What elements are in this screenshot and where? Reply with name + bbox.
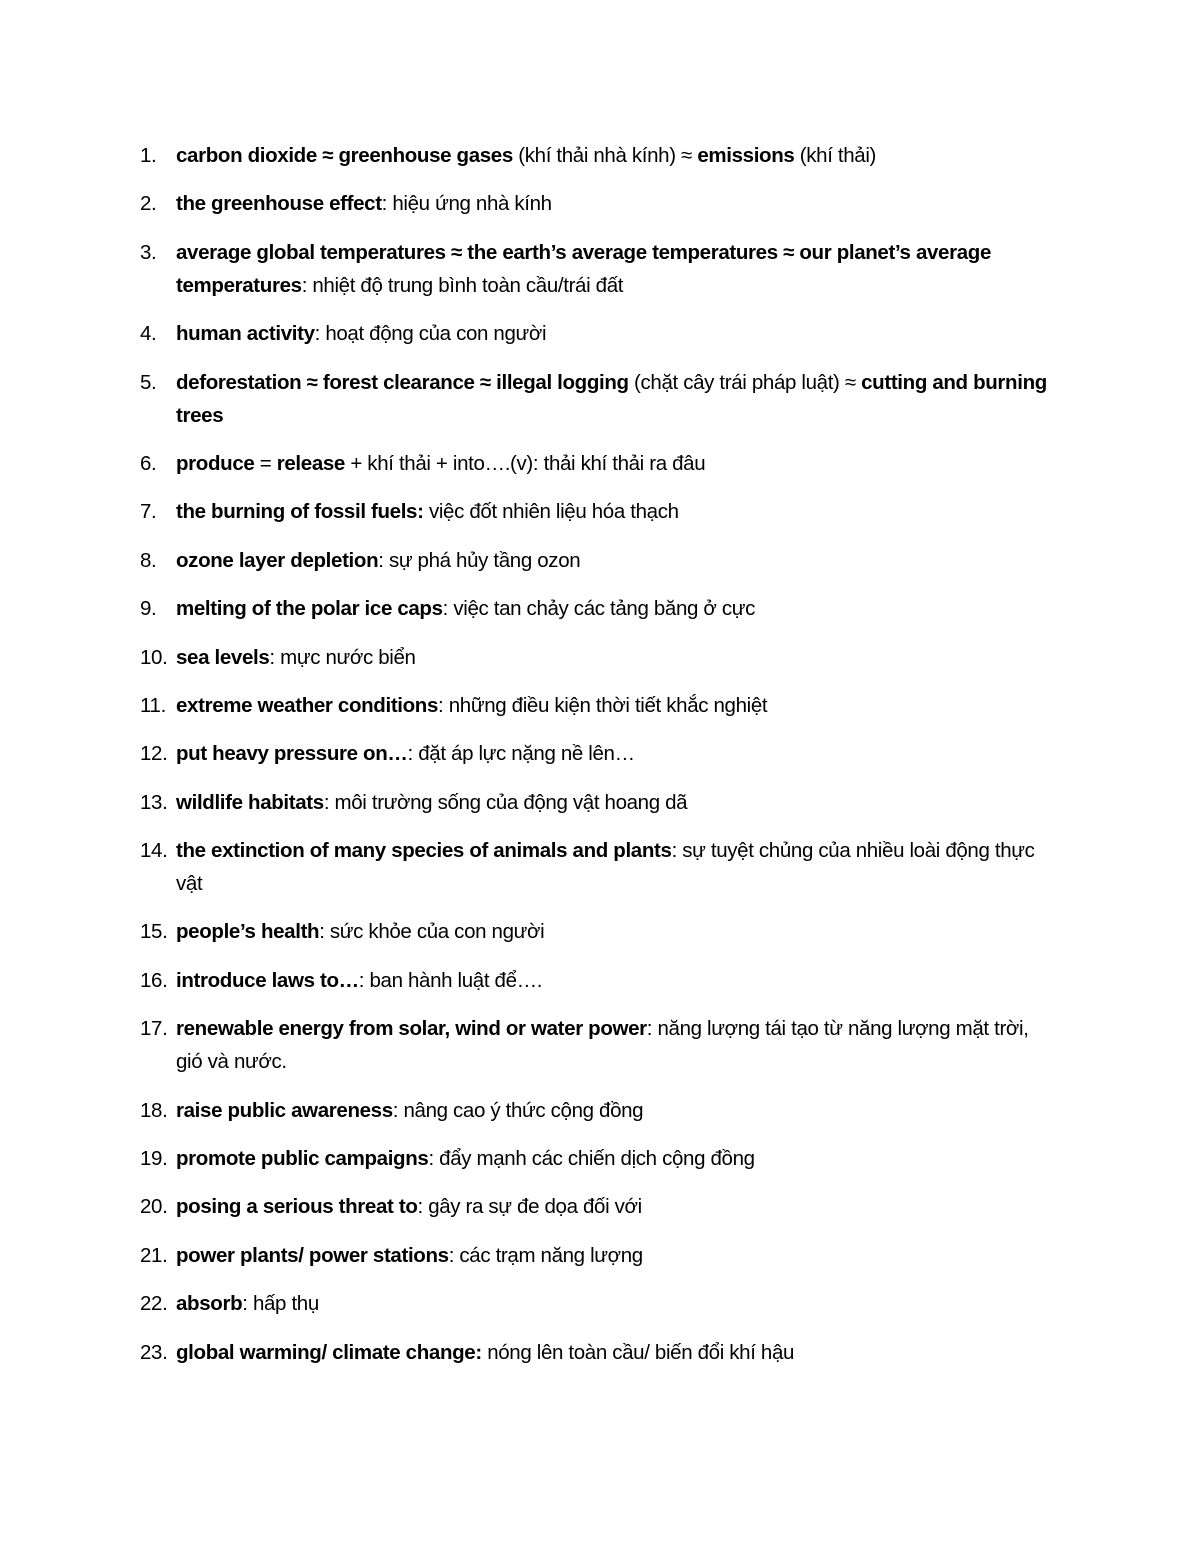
vocab-term: ozone layer depletion	[176, 548, 379, 572]
vocab-term: melting of the polar ice caps	[176, 597, 443, 621]
vocab-term: power plants/ power stations	[176, 1243, 449, 1267]
vocab-term: average global temperatures ≈ the earth’s average temperatures ≈ our planet’s average temperatures	[176, 240, 991, 297]
list-item-text	[176, 241, 991, 297]
list-item	[140, 495, 1060, 528]
list-item	[140, 236, 1060, 302]
vocab-definition: : những điều kiện thời tiết khắc nghiệt	[438, 693, 768, 717]
list-item-text	[176, 1147, 755, 1170]
vocab-definition: : ban hành luật để….	[358, 968, 543, 992]
list-item-text	[176, 597, 755, 620]
list-item-text	[176, 1017, 1029, 1073]
list-item-number: 10.	[140, 645, 168, 669]
vocab-definition: : sự phá hủy tầng ozon	[378, 548, 581, 572]
list-item	[140, 139, 1060, 172]
vocab-definition: =	[254, 451, 277, 475]
list-item-number: 1.	[140, 144, 157, 167]
vocab-definition: : môi trường sống của động vật hoang dã	[323, 790, 688, 814]
list-item	[140, 1287, 1060, 1320]
vocab-definition: nóng lên toàn cầu/ biến đổi khí hậu	[481, 1340, 795, 1364]
list-item	[140, 1142, 1060, 1175]
vocab-definition: (khí thải nhà kính) ≈	[512, 144, 698, 167]
vocab-definition: : đặt áp lực nặng nề lên…	[407, 742, 635, 766]
list-item-text	[176, 500, 679, 523]
vocab-definition: + khí thải + into….(v): thải khí thải ra đâu	[344, 451, 706, 475]
vocab-definition: : hoạt động của con người	[314, 322, 547, 346]
list-item-number: 2.	[140, 192, 157, 216]
vocab-term: put heavy pressure on…	[176, 742, 408, 766]
vocabulary-list	[140, 139, 1060, 1384]
list-item-text	[176, 144, 876, 167]
list-item-number: 5.	[140, 370, 157, 394]
list-item	[140, 641, 1060, 674]
list-item	[140, 1190, 1060, 1223]
vocab-term: sea levels	[176, 645, 270, 669]
vocab-definition: : năng lượng tái tạo từ năng lượng mặt trời, gió và nước.	[176, 1017, 1029, 1074]
list-item-number: 22.	[140, 1292, 168, 1316]
vocab-term: extreme weather conditions	[176, 693, 439, 717]
list-item-number: 12.	[140, 742, 168, 766]
vocab-term: the extinction of many species of animals and plants	[176, 839, 672, 863]
vocab-definition: : việc tan chảy các tảng băng ở cực	[442, 597, 756, 621]
list-item-text	[176, 1341, 794, 1364]
vocab-term: cutting and burning trees	[176, 370, 1047, 427]
list-item-text	[176, 1292, 319, 1315]
vocab-definition: : hiệu ứng nhà kính	[381, 192, 552, 216]
vocab-term: human activity	[176, 322, 315, 346]
list-item	[140, 592, 1060, 625]
list-item-number: 13.	[140, 790, 168, 814]
vocab-term: promote public campaigns	[176, 1147, 429, 1171]
vocab-term: introduce laws to…	[176, 968, 359, 992]
list-item-text	[176, 969, 542, 992]
list-item	[140, 1012, 1060, 1078]
vocab-term: renewable energy from solar, wind or water power	[176, 1017, 647, 1041]
vocab-term: deforestation ≈ forest clearance ≈ illegal logging	[176, 370, 629, 394]
vocab-definition: (khí thải)	[794, 144, 877, 167]
list-item-text	[176, 192, 552, 215]
vocab-definition: : các trạm năng lượng	[448, 1243, 643, 1267]
list-item-text	[176, 1099, 643, 1122]
list-item	[140, 689, 1060, 722]
vocab-term: wildlife habitats	[176, 790, 324, 814]
vocab-definition: (chặt cây trái pháp luật) ≈	[628, 370, 862, 394]
vocab-term: posing a serious threat to	[176, 1195, 418, 1219]
list-item-text	[176, 839, 1035, 895]
list-item	[140, 1094, 1060, 1127]
vocab-term: absorb	[176, 1292, 243, 1316]
list-item	[140, 317, 1060, 350]
vocab-term: raise public awareness	[176, 1098, 393, 1122]
list-item	[140, 915, 1060, 948]
list-item	[140, 786, 1060, 819]
vocab-term: the greenhouse effect	[176, 192, 382, 216]
list-item-text	[176, 452, 705, 475]
list-item-number: 18.	[140, 1098, 168, 1122]
list-item-text	[176, 549, 580, 572]
vocab-term: global warming/ climate change:	[176, 1340, 482, 1364]
list-item	[140, 964, 1060, 997]
list-item-text	[176, 694, 767, 717]
list-item-number: 14.	[140, 839, 168, 863]
vocab-definition: : nâng cao ý thức cộng đồng	[392, 1098, 644, 1122]
list-item	[140, 544, 1060, 577]
list-item-text	[176, 1195, 642, 1218]
list-item-text	[176, 1244, 643, 1267]
list-item-number: 9.	[140, 597, 157, 621]
list-item-number: 23.	[140, 1340, 168, 1364]
vocab-term: people’s health	[176, 920, 320, 944]
list-item	[140, 447, 1060, 480]
vocab-definition: : sự tuyệt chủng của nhiều loài động thực vật	[176, 839, 1035, 896]
list-item-text	[176, 371, 1047, 427]
vocab-term: the burning of fossil fuels:	[176, 500, 424, 524]
vocab-definition: : đẩy mạnh các chiến dịch cộng đồng	[428, 1147, 755, 1171]
list-item	[140, 366, 1060, 432]
list-item-number: 15.	[140, 920, 168, 944]
list-item	[140, 187, 1060, 220]
vocab-definition: : gây ra sự đe dọa đối với	[417, 1195, 642, 1219]
list-item	[140, 1239, 1060, 1272]
list-item-text	[176, 322, 546, 345]
vocab-definition: : hấp thụ	[242, 1292, 319, 1316]
list-item-number: 21.	[140, 1243, 168, 1267]
vocab-definition: việc đốt nhiên liệu hóa thạch	[423, 500, 679, 524]
list-item-number: 11.	[140, 693, 166, 717]
list-item-number: 6.	[140, 451, 157, 475]
list-item-number: 20.	[140, 1195, 168, 1219]
vocab-definition: : nhiệt độ trung bình toàn cầu/trái đất	[301, 273, 624, 297]
list-item-number: 7.	[140, 500, 157, 524]
list-item-text	[176, 920, 544, 943]
list-item-text	[176, 742, 635, 765]
vocab-term: release	[276, 451, 345, 475]
list-item-number: 17.	[140, 1017, 168, 1041]
list-item-text	[176, 791, 687, 814]
vocab-definition: : mực nước biển	[269, 645, 416, 669]
vocab-term: carbon dioxide ≈ greenhouse gases	[176, 144, 513, 167]
list-item-text	[176, 646, 416, 669]
list-item-number: 16.	[140, 968, 168, 992]
list-item-number: 19.	[140, 1147, 168, 1171]
vocab-term: emissions	[697, 144, 795, 167]
list-item-number: 8.	[140, 548, 157, 572]
vocab-term: produce	[176, 451, 255, 475]
list-item	[140, 834, 1060, 900]
list-item-number: 3.	[140, 240, 157, 264]
list-item	[140, 1336, 1060, 1369]
vocab-definition: : sức khỏe của con người	[319, 920, 545, 944]
list-item	[140, 737, 1060, 770]
list-item-number: 4.	[140, 322, 157, 346]
